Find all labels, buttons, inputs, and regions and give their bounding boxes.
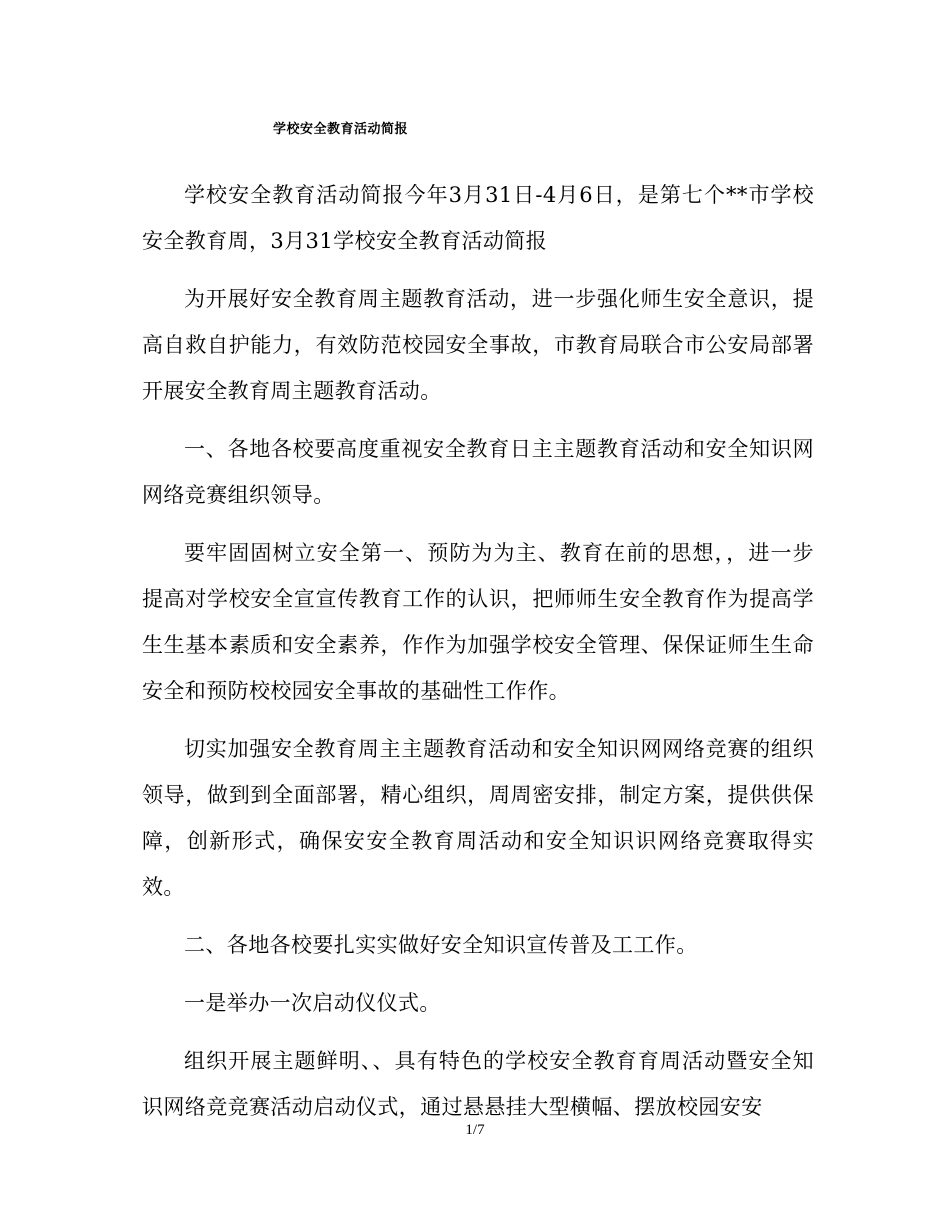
paragraph-section-one-organization: 切实加强安全教育周主主题教育活动和安全知识网网络竞赛的组织领导，做到到全面部署，精心组织，周周密安排，制定方案，提供供保障，创新形式，确保安安全教育周活动和安全知识识网络竞赛取得实效。 <box>142 737 814 899</box>
paragraph-section-one-body: 要牢固固树立安全第一、预防为为主、教育在前的思想，，进一步提高对学校安全宣宣传教育工作的认识，把师师生安全教育作为提高学生生基本素质和安全素养，作作为加强学校安全管理、保保证师生生命安全和预防校校园安全事故的基础性工作作。 <box>142 541 814 703</box>
paragraph-intro: 学校安全教育活动简报今年3月31日-4月6日，是第七个**市学校安全教育周，3月31学校安全教育活动简报 <box>142 183 814 253</box>
paragraph-item-one: 一是举办一次启动仪仪式。 <box>184 991 441 1015</box>
document-body <box>142 172 814 1142</box>
paragraph-item-one-body: 组织开展主题鲜明、、具有特色的学校安全教育育周活动暨安全知识网络竞竞赛活动启动仪式，通过悬悬挂大型横幅、摆放校园安安 <box>142 1049 814 1119</box>
paragraph-section-two-heading: 二、各地各校要扎实实做好安全知识宣传普及工工作。 <box>184 933 698 957</box>
paragraph-section-one-heading: 一、各地各校要高度重视安全教育日主主题教育活动和安全知识网网络竞赛组织领导。 <box>142 437 814 507</box>
page-number: 1/7 <box>465 1122 485 1138</box>
document-title: 学校安全教育活动简报 <box>273 122 409 137</box>
paragraph-purpose: 为开展好安全教育周主题教育活动，进一步强化师生安全意识，提高自救自护能力，有效防范校园安全事故，市教育局联合市公安局部署开展安全教育周主题教育活动。 <box>142 287 814 403</box>
